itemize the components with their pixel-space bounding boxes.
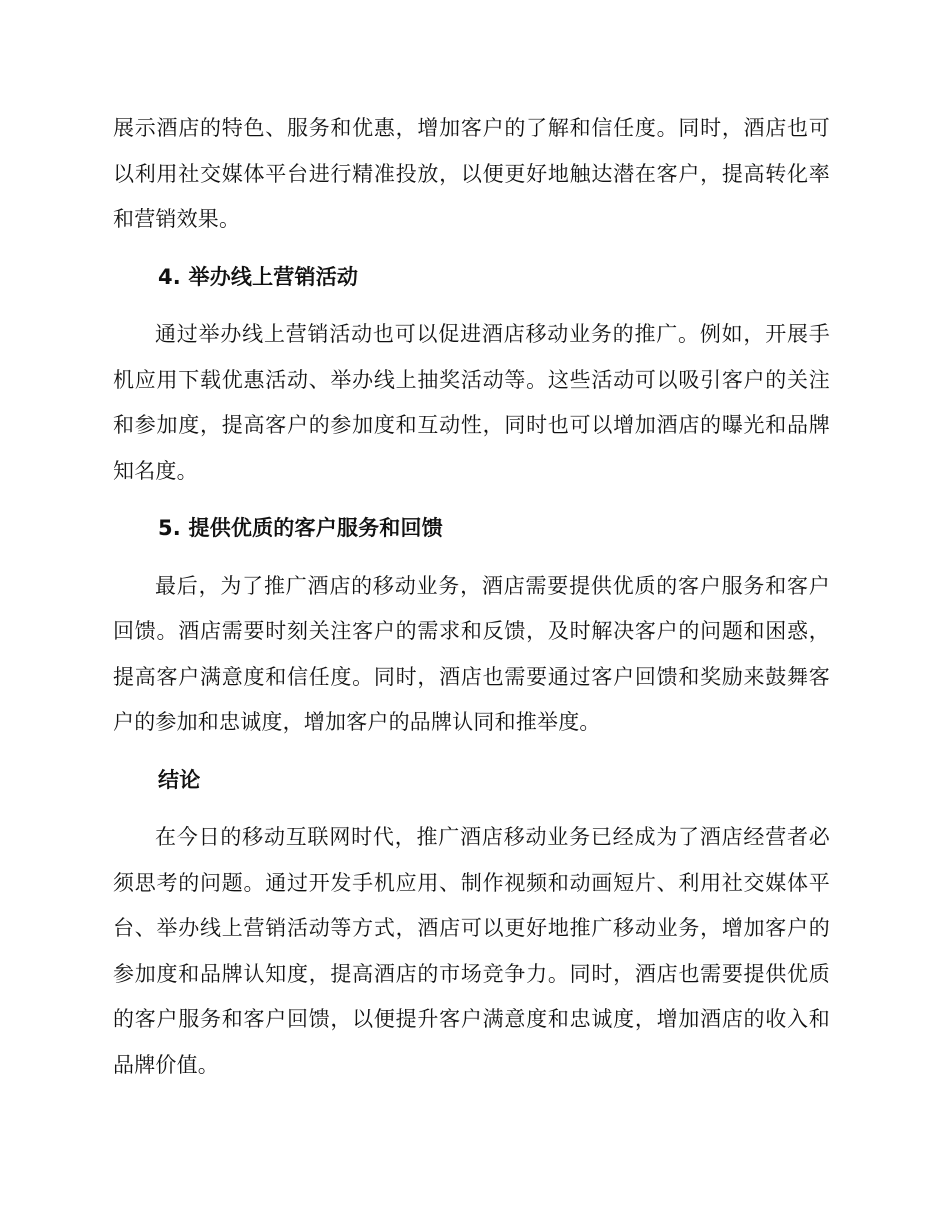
- section-heading-4: 4. 举办线上营销活动: [158, 264, 359, 289]
- section-heading-conclusion: 结论: [158, 767, 201, 792]
- paragraph-continuation: 展示酒店的特色、服务和优惠，增加客户的了解和信任度。同时，酒店也可以利用社交媒体平台进行精准投放，以便更好地触达潜在客户，提高转化率和营销效果。: [113, 116, 830, 231]
- section-heading-5: 5. 提供优质的客户服务和回馈: [158, 516, 443, 540]
- paragraph-section-5: 最后，为了推广酒店的移动业务，酒店需要提供优质的客户服务和客户回馈。酒店需要时刻关注客户的需求和反馈，及时解决客户的问题和困惑，提高客户满意度和信任度。同时，酒店也需要通过客户回馈和奖励来鼓舞客户的参加和忠诚度，增加客户的品牌认同和推举度。: [113, 573, 830, 734]
- paragraph-conclusion: 在今日的移动互联网时代，推广酒店移动业务已经成为了酒店经营者必须思考的问题。通过开发手机应用、制作视频和动画短片、利用社交媒体平台、举办线上营销活动等方式，酒店可以更好地推广移动业务，增加客户的参加度和品牌认知度，提高酒店的市场竞争力。同时，酒店也需要提供优质的客户服务和客户回馈，以便提升客户满意度和忠诚度，增加酒店的收入和品牌价值。: [113, 825, 830, 1077]
- document-body: [113, 106, 830, 1088]
- paragraph-section-4: 通过举办线上营销活动也可以促进酒店移动业务的推广。例如，开展手机应用下载优惠活动、举办线上抽奖活动等。这些活动可以吸引客户的关注和参加度，提高客户的参加度和互动性，同时也可以增加酒店的曝光和品牌知名度。: [113, 322, 830, 483]
